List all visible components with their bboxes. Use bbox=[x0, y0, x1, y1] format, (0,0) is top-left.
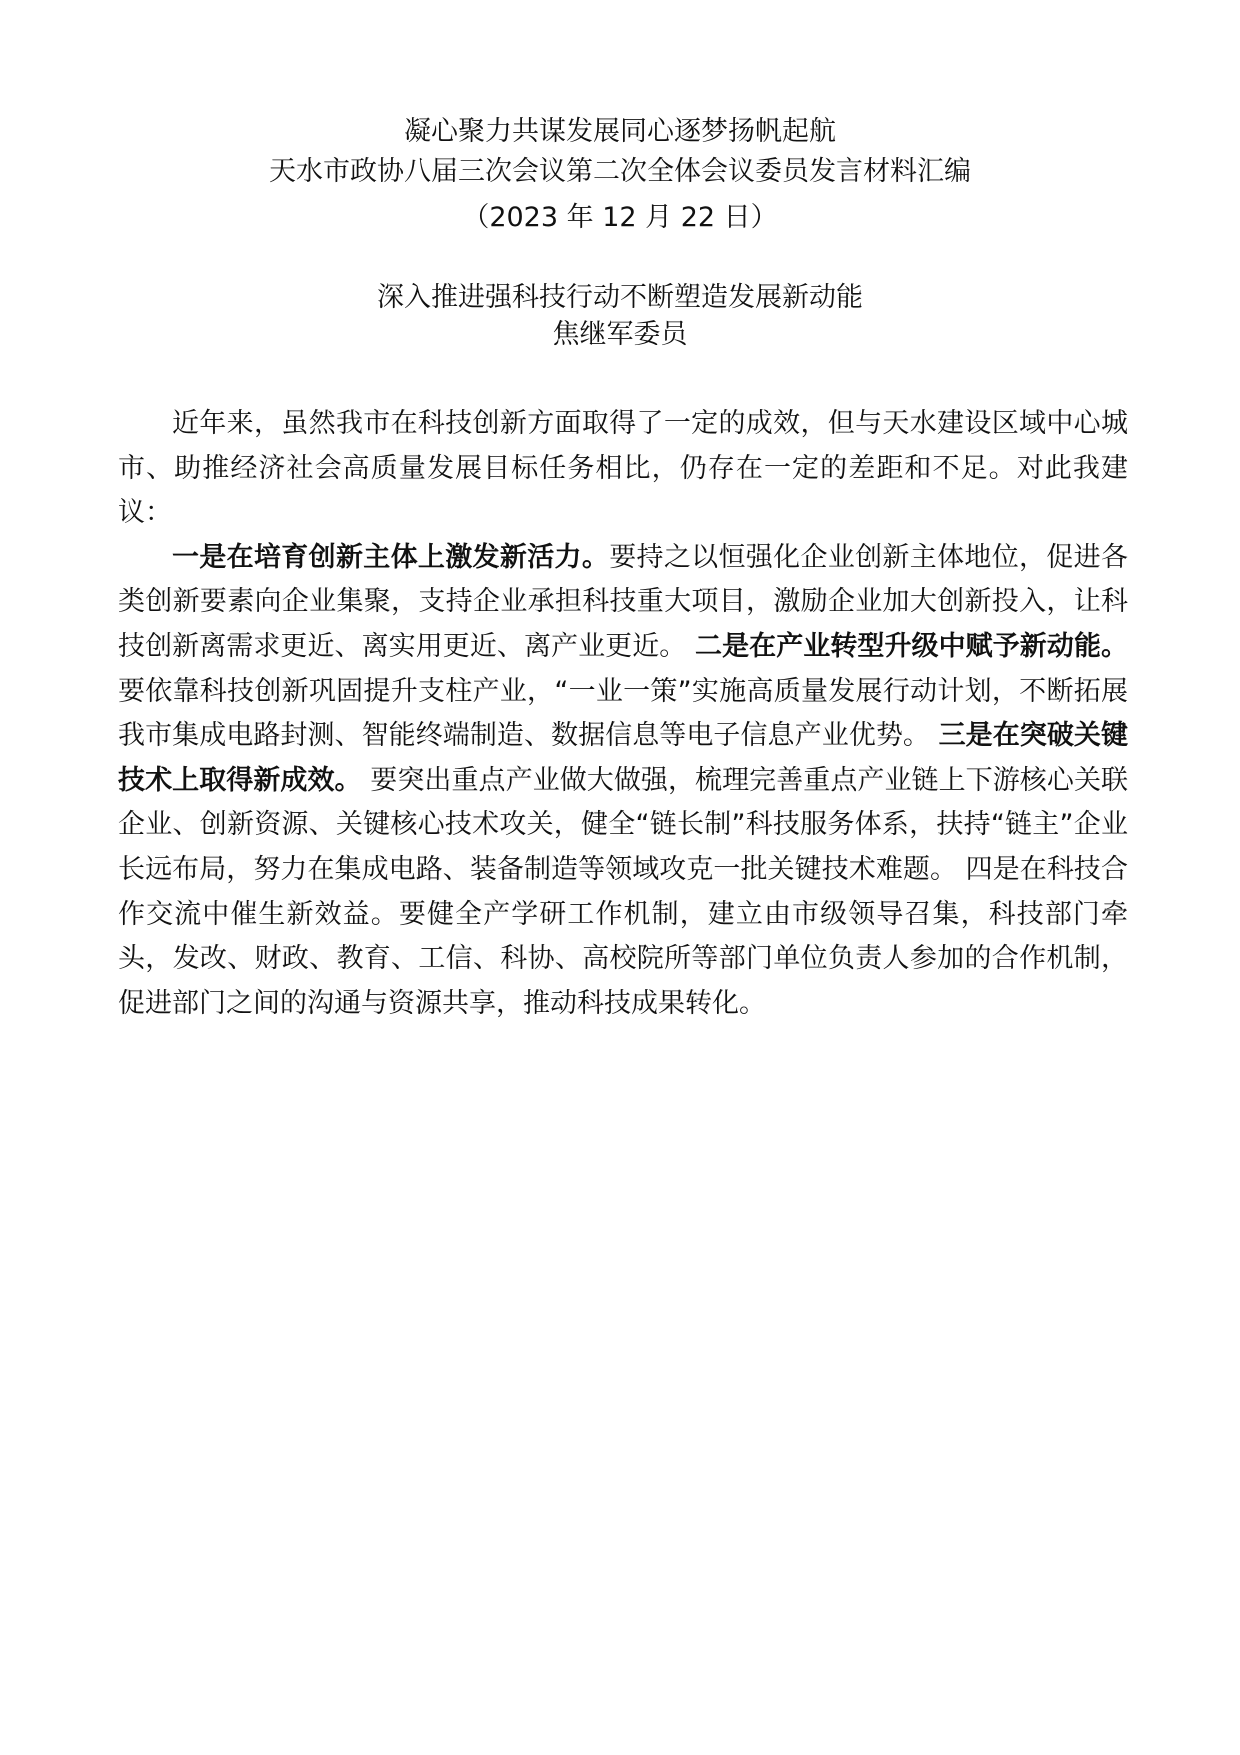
point-1-text: 要持之以恒强化企业创新主体地位，促进各类创新要素向企业集聚，支持企业承担科技重大项目，激励企业加大创新投入，让科技创新离需求更近、离实用更近、离产业更近。 bbox=[118, 541, 1129, 662]
document-title-line-2: 天水市政协八届三次会议第二次全体会议委员发言材料汇编 bbox=[269, 156, 971, 187]
point-3-text: 要突出重点产业做大做强，梳理完善重点产业链上下游核心关联企业、创新资源、关键核心技术攻关，健全“链长制”科技服务体系，扶持“链主”企业长远布局，努力在集成电路、装备制造等领域攻克一批关键技术难题。 bbox=[118, 764, 1129, 885]
speech-author: 焦继军委员 bbox=[552, 319, 688, 350]
point-4-text: 四是在科技合作交流中催生新效益。要健全产学研工作机制，建立由市级领导召集，科技部门牵头，发改、财政、教育、工信、科协、高校院所等部门单位负责人参加的合作机制，促进部门之间的沟通与资源共享，推动科技成果转化。 bbox=[118, 853, 1128, 1019]
document-title-line-1: 凝心聚力共谋发展同心逐梦扬帆起航 bbox=[404, 116, 836, 147]
separator bbox=[686, 631, 695, 662]
speech-title: 深入推进强科技行动不断塑造发展新动能 bbox=[377, 282, 863, 313]
intro-text: 近年来，虽然我市在科技创新方面取得了一定的成效，但与天水建设区域中心城市、助推经济社会高质量发展目标任务相比，仍存在一定的差距和不足。对此我建议： bbox=[118, 408, 1128, 529]
proposals-paragraph bbox=[118, 536, 1128, 1027]
speech-heading bbox=[0, 279, 1240, 353]
separator bbox=[930, 720, 939, 751]
point-2-text: 要依靠科技创新巩固提升支柱产业，“一业一策”实施高质量发展行动计划，不断拓展我市集成电路封测、智能终端制造、数据信息等电子信息产业优势。 bbox=[118, 675, 1128, 752]
intro-paragraph bbox=[118, 402, 1128, 536]
document-date: （2023 年 12 月 22 日） bbox=[462, 202, 778, 233]
separator bbox=[362, 765, 371, 796]
point-2-heading: 二是在产业转型升级中赋予新动能。 bbox=[695, 630, 1129, 662]
document-header bbox=[0, 112, 1240, 238]
point-1-heading: 一是在培育创新主体上激发新活力。 bbox=[172, 541, 610, 573]
point-3-heading: 三是在突破关键技术上取得新成效。 bbox=[118, 720, 1128, 796]
separator bbox=[957, 854, 966, 885]
speech-body bbox=[118, 402, 1128, 1026]
